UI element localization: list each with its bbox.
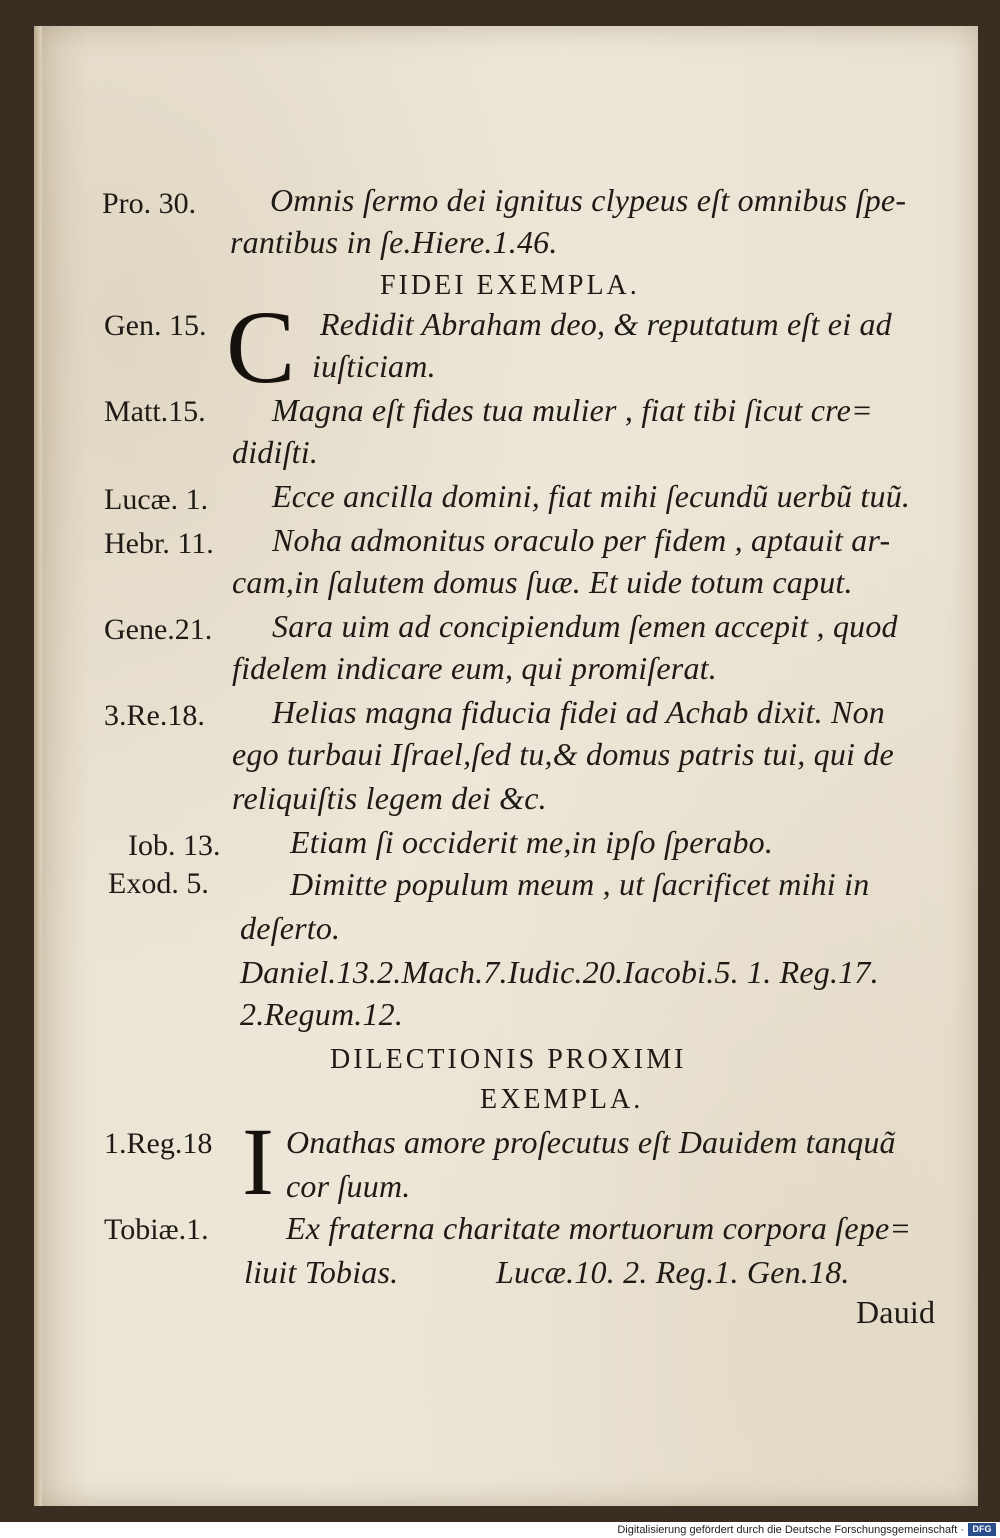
dfg-logo: DFG bbox=[968, 1523, 996, 1536]
margin-ref-gen15: Gen. 15. bbox=[104, 309, 207, 342]
text-line: iuſticiam. bbox=[312, 348, 436, 384]
text-line: Ex fraterna charitate mortuorum corpora ſepe= bbox=[286, 1210, 912, 1246]
margin-ref-hebr11: Hebr. 11. bbox=[104, 527, 214, 560]
text-line: reliquiſtis legem dei &c. bbox=[232, 780, 547, 816]
margin-ref-exod5: Exod. 5. bbox=[108, 867, 209, 900]
margin-ref-tobiae1: Tobiæ.1. bbox=[104, 1213, 209, 1246]
text-line: Daniel.13.2.Mach.7.Iudic.20.Iacobi.5. 1. Reg.17. bbox=[240, 954, 879, 990]
margin-ref-re18: 3.Re.18. bbox=[104, 699, 205, 732]
text-line: Noha admonitus oraculo per fidem , aptauit ar- bbox=[272, 522, 891, 558]
margin-ref-lucae1: Lucæ. 1. bbox=[104, 483, 209, 516]
text-line: Helias magna fiducia fidei ad Achab dixit. Non bbox=[272, 694, 885, 730]
text-line: ego turbaui Iſrael,ſed tu,& domus patris tui, qui de bbox=[232, 736, 894, 772]
text-line: cor ſuum. bbox=[286, 1168, 411, 1204]
heading-exempla: EXEMPLA. bbox=[480, 1084, 644, 1115]
text-line: Dimitte populum meum , ut ſacrificet mihi in bbox=[290, 866, 870, 902]
dropcap-i: I bbox=[242, 1108, 274, 1215]
footer-credit: Digitalisierung gefördert durch die Deutsche Forschungsgemeinschaft · bbox=[617, 1524, 964, 1536]
text-line: rantibus in ſe.Hiere.1.46. bbox=[230, 224, 558, 260]
catchword: Dauid bbox=[856, 1294, 936, 1330]
heading-dilectionis-proximi: DILECTIONIS PROXIMI bbox=[330, 1044, 687, 1075]
text-line: Omnis ſermo dei ignitus clypeus eſt omnibus ſpe- bbox=[270, 182, 907, 218]
text-line-references: Lucæ.10. 2. Reg.1. Gen.18. bbox=[496, 1254, 850, 1290]
text-line: Etiam ſi occiderit me,in ipſo ſperabo. bbox=[290, 824, 774, 860]
text-line: Redidit Abraham deo, & reputatum eſt ei ad bbox=[320, 306, 892, 342]
page-gutter-edge bbox=[34, 26, 42, 1506]
text-line: fidelem indicare eum, qui promiſerat. bbox=[232, 650, 717, 686]
text-line: cam,in ſalutem domus ſuæ. Et uide totum caput. bbox=[232, 564, 853, 600]
text-line: didiſti. bbox=[232, 434, 319, 470]
text-line: Sara uim ad concipiendum ſemen accepit , quod bbox=[272, 608, 898, 644]
text-line: Onathas amore proſecutus eſt Dauidem tanquã bbox=[286, 1124, 896, 1160]
margin-ref-pro30: Pro. 30. bbox=[102, 187, 197, 220]
text-line: Magna eſt fides tua mulier , fiat tibi ſicut cre= bbox=[272, 392, 873, 428]
margin-ref-gene21: Gene.21. bbox=[104, 613, 213, 646]
dropcap-c: C bbox=[226, 290, 296, 405]
margin-ref-reg18: 1.Reg.18 bbox=[104, 1127, 213, 1160]
text-line: deſerto. bbox=[240, 910, 341, 946]
heading-fidei-exempla: FIDEI EXEMPLA. bbox=[380, 270, 640, 301]
margin-ref-matt15: Matt.15. bbox=[104, 395, 206, 428]
text-line: liuit Tobias. bbox=[244, 1254, 399, 1290]
text-line: 2.Regum.12. bbox=[240, 996, 404, 1032]
text-line: Ecce ancilla domini, fiat mihi ſecundũ uerbũ tuũ. bbox=[272, 478, 911, 514]
margin-ref-iob13: Iob. 13. bbox=[128, 829, 221, 862]
